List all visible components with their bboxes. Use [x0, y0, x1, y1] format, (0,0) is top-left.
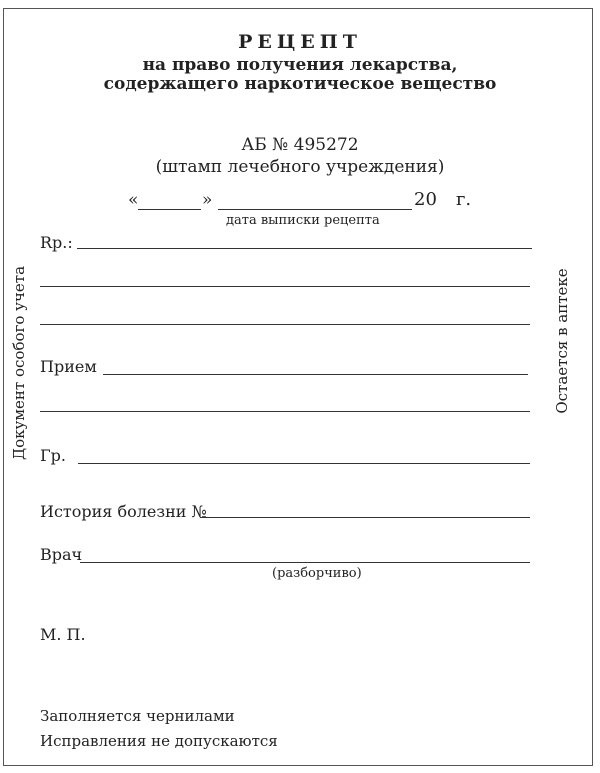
rp-field-line-3[interactable]	[40, 324, 530, 325]
date-year-prefix: 20	[414, 189, 437, 210]
prescription-form-border	[3, 8, 593, 766]
footer-note-no-corrections: Исправления не допускаются	[40, 732, 278, 750]
intake-label: Прием	[40, 357, 97, 376]
doctor-caption: (разборчиво)	[272, 566, 362, 581]
prescription-number: АБ № 495272	[241, 135, 359, 155]
rp-field-line-1[interactable]	[77, 248, 532, 249]
date-open-quote: «	[128, 190, 139, 210]
medical-history-label: История болезни №	[40, 502, 207, 521]
rp-field-line-2[interactable]	[40, 286, 530, 287]
stamp-caption: (штамп лечебного учреждения)	[155, 157, 445, 177]
date-month-field[interactable]	[218, 209, 412, 210]
medical-history-field[interactable]	[200, 517, 530, 518]
date-close-quote: »	[202, 190, 213, 210]
doctor-label: Врач	[40, 545, 83, 564]
seal-place-label: М. П.	[40, 625, 86, 644]
patient-field[interactable]	[78, 463, 530, 464]
rp-label: Rp.:	[40, 233, 73, 252]
date-day-field[interactable]	[138, 209, 201, 210]
intake-field-line-2[interactable]	[40, 411, 530, 412]
form-title: РЕЦЕПТ	[238, 31, 362, 53]
form-subtitle-line1: на право получения лекарства,	[142, 55, 458, 75]
side-text-stays-in-pharmacy: Остается в аптеке	[553, 268, 571, 414]
side-text-special-record: Документ особого учета	[10, 265, 28, 461]
date-year-suffix: г.	[456, 189, 472, 210]
intake-field-line-1[interactable]	[103, 374, 528, 375]
date-caption: дата выписки рецепта	[226, 213, 380, 228]
footer-note-ink: Заполняется чернилами	[40, 707, 235, 725]
patient-label: Гр.	[40, 446, 66, 465]
form-subtitle-line2: содержащего наркотическое вещество	[103, 74, 497, 94]
doctor-field[interactable]	[80, 562, 530, 563]
